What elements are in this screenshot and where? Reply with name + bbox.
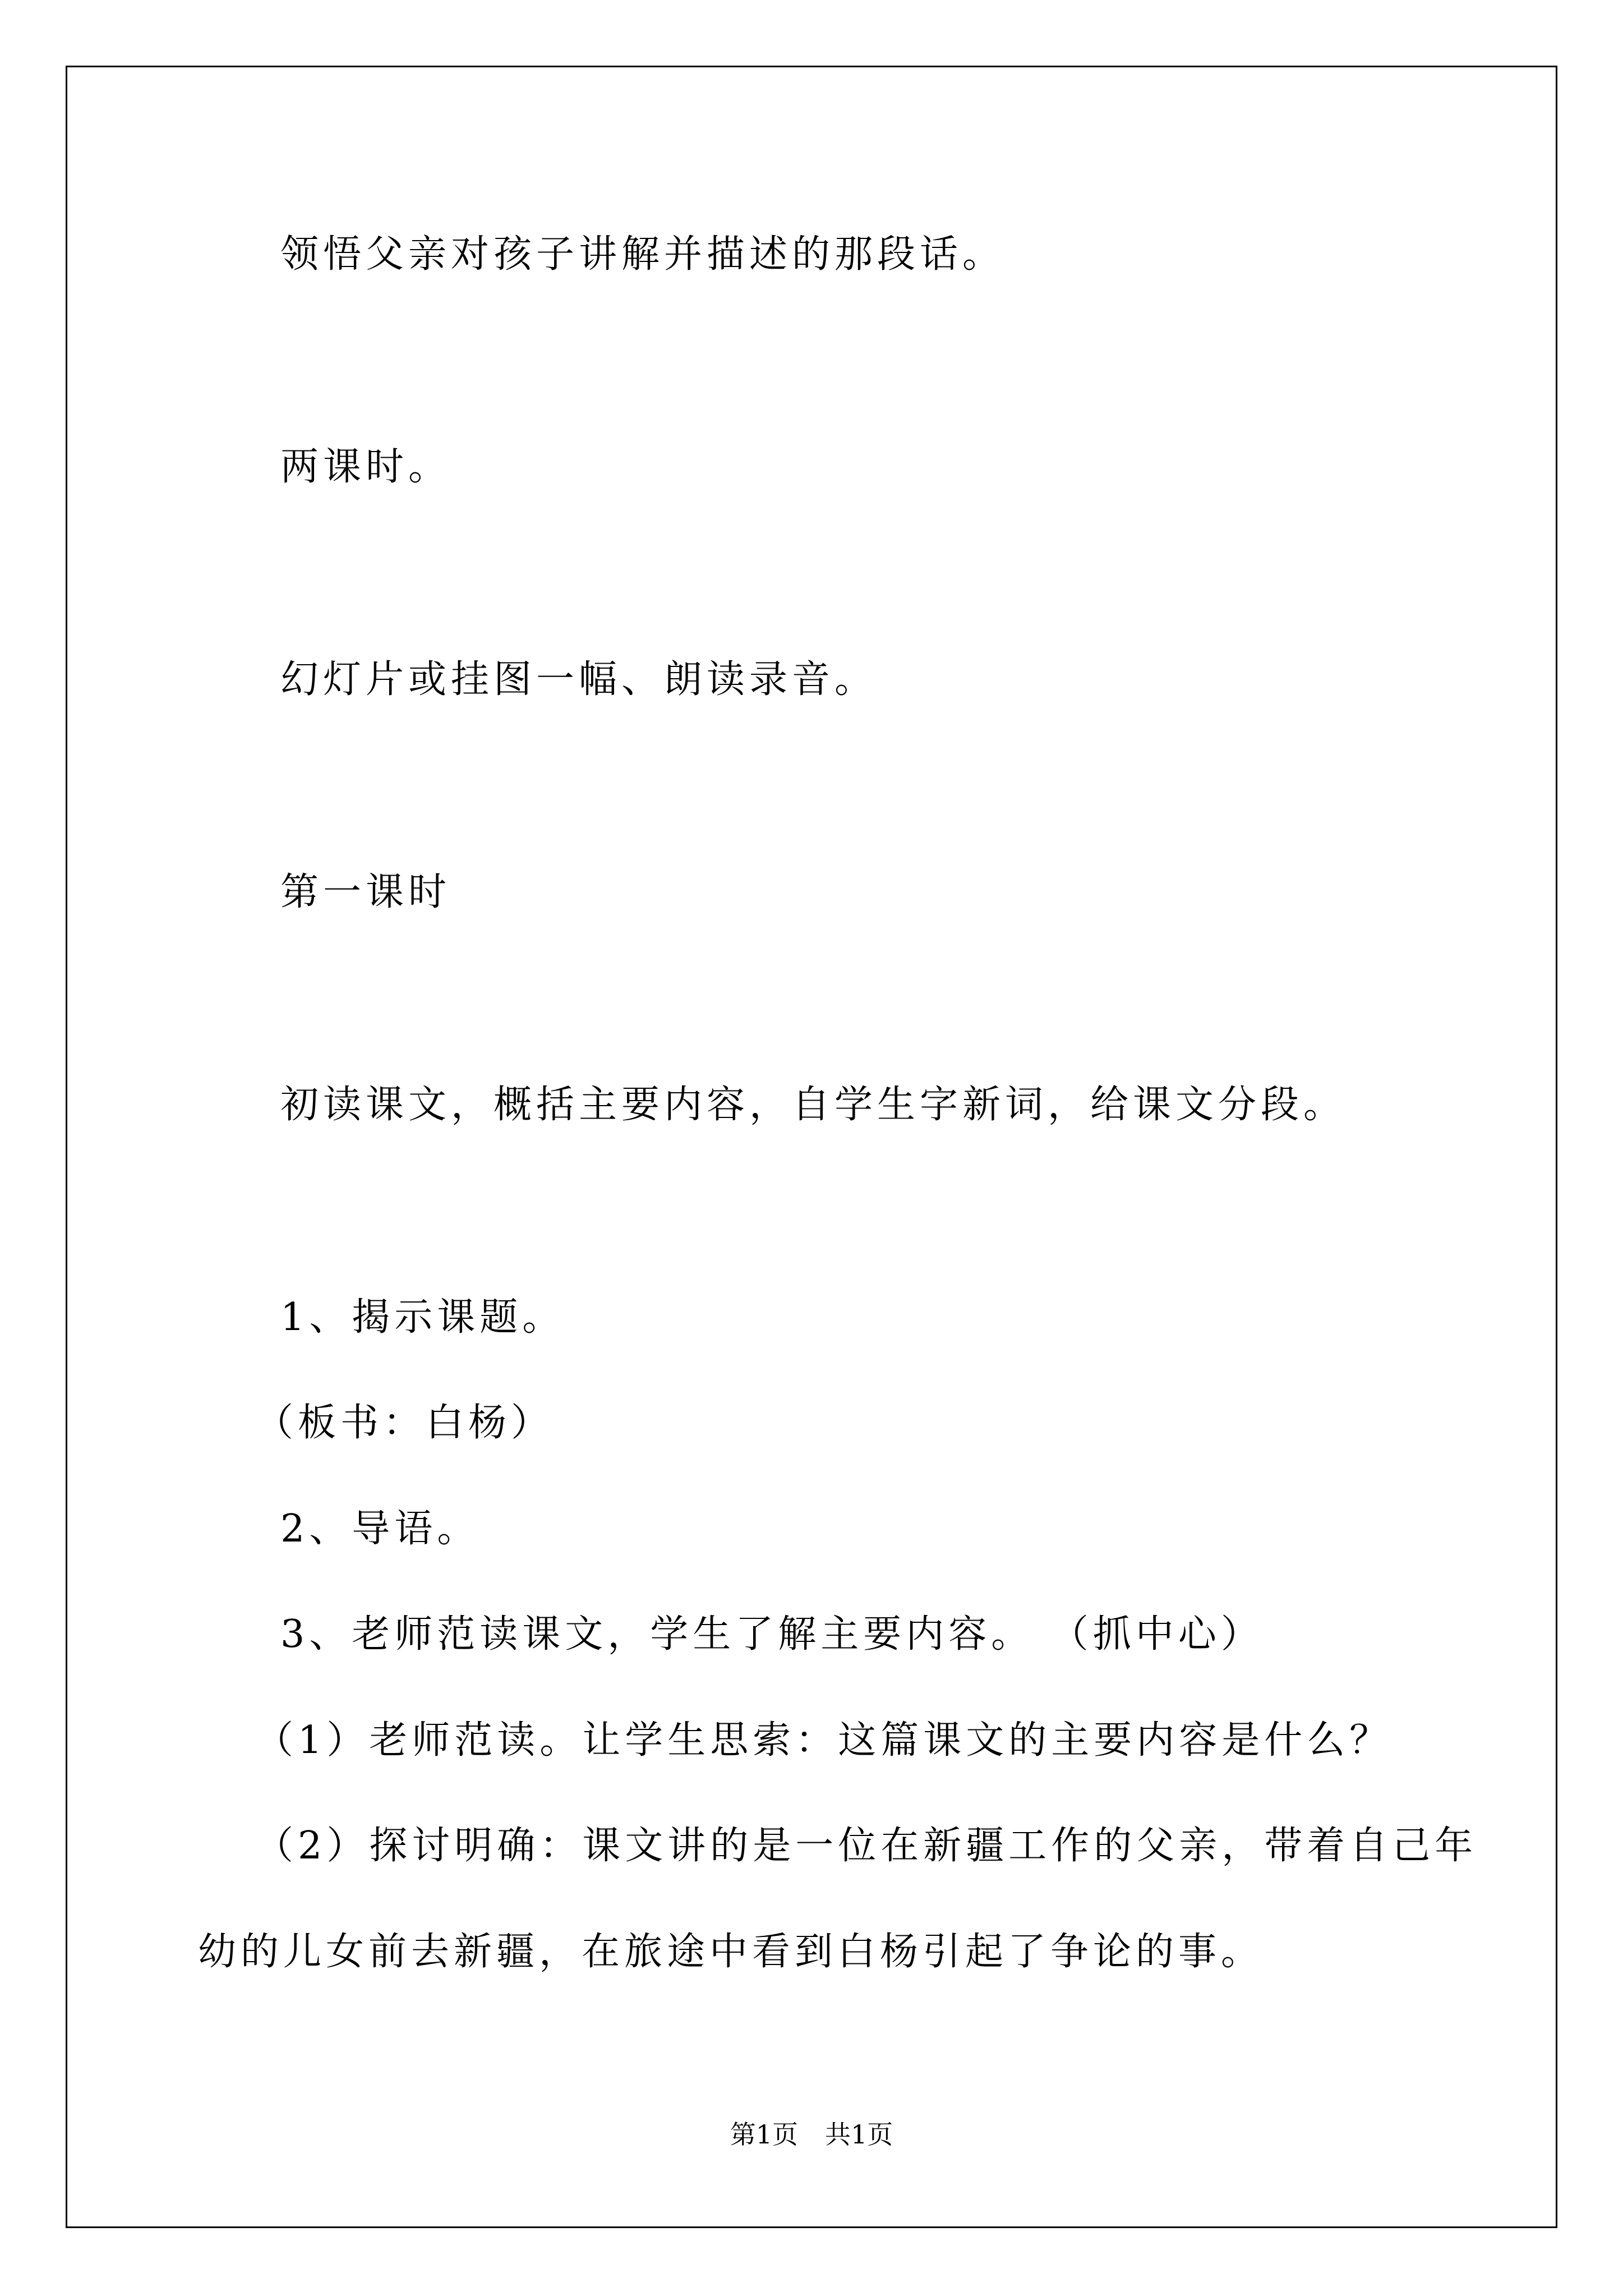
paragraph-line: 幼的儿女前去新疆，在旅途中看到白杨引起了争论的事。 [198,1930,1264,1974]
paragraph-line: 幻灯片或挂图一幅、朗读录音。 [280,657,878,702]
paragraph-line: 领悟父亲对孩子讲解并描述的那段话。 [280,232,1006,277]
list-item: （2）探讨明确：课文讲的是一位在新疆工作的父亲，带着自己年 [255,1824,1478,1868]
page-border [66,66,1557,2228]
list-item: 3、老师范读课文，学生了解主要内容。 （抓中心） [280,1612,1264,1657]
list-item: （1）老师范读。让学生思索：这篇课文的主要内容是什么？ [255,1718,1393,1763]
page-number: 第1页 [730,2119,798,2150]
paragraph-line: 初读课文，概括主要内容，自学生字新词，给课文分段。 [280,1083,1347,1127]
list-item: 2、导语。 [280,1507,480,1551]
paragraph-line: （板书：白杨） [255,1401,554,1445]
list-item: 1、揭示课题。 [280,1295,565,1340]
section-heading: 第一课时 [280,870,451,914]
paragraph-line: 两课时。 [280,445,451,489]
page-footer [0,2119,1623,2150]
page-total: 共1页 [825,2119,893,2150]
